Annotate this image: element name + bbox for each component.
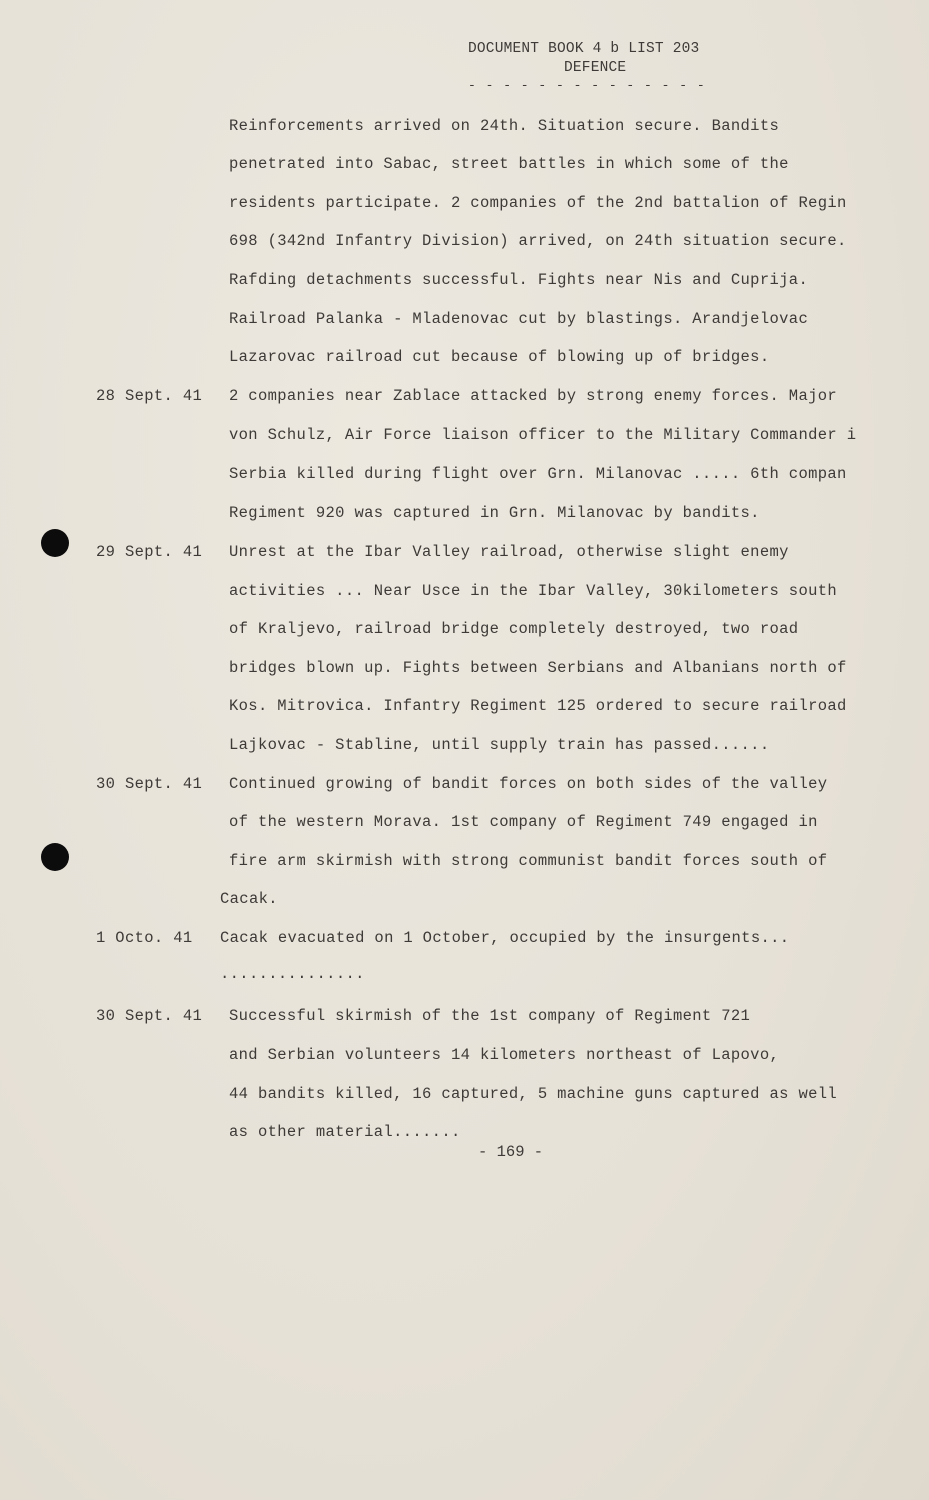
entry-3-line-3: Cacak. bbox=[220, 890, 278, 908]
punch-hole-bottom bbox=[41, 843, 69, 871]
entry-1-line-0: 2 companies near Zablace attacked by strong enemy forces. Major bbox=[229, 387, 838, 405]
entry-4-line-1: ............... bbox=[220, 965, 365, 983]
entry-4-line-0: Cacak evacuated on 1 October, occupied by the insurgents... bbox=[220, 929, 790, 947]
entry-0-line-1: penetrated into Sabac, street battles in which some of the bbox=[229, 155, 789, 173]
entry-0-line-5: Railroad Palanka - Mladenovac cut by blastings. Arandjelovac bbox=[229, 310, 809, 328]
entry-4-date: 1 Octo. 41 bbox=[96, 929, 193, 947]
entry-5-line-3: as other material....... bbox=[229, 1123, 461, 1141]
entry-3-line-1: of the western Morava. 1st company of Regiment 749 engaged in bbox=[229, 813, 818, 831]
entry-2-line-4: Kos. Mitrovica. Infantry Regiment 125 ordered to secure railroad bbox=[229, 697, 847, 715]
header-title: DOCUMENT BOOK 4 b LIST 203 bbox=[468, 41, 700, 57]
entry-2-line-1: activities ... Near Usce in the Ibar Valley, 30kilometers south bbox=[229, 582, 838, 600]
punch-hole-top bbox=[41, 529, 69, 557]
entry-2-line-2: of Kraljevo, railroad bridge completely destroyed, two road bbox=[229, 620, 799, 638]
entry-0-line-0: Reinforcements arrived on 24th. Situation secure. Bandits bbox=[229, 117, 780, 135]
entry-5-line-0: Successful skirmish of the 1st company of Regiment 721 bbox=[229, 1007, 751, 1025]
entry-0-line-4: Rafding detachments successful. Fights near Nis and Cuprija. bbox=[229, 271, 809, 289]
entry-3-line-0: Continued growing of bandit forces on both sides of the valley bbox=[229, 775, 828, 793]
entry-3-line-2: fire arm skirmish with strong communist bandit forces south of bbox=[229, 852, 828, 870]
entry-2-line-5: Lajkovac - Stabline, until supply train has passed...... bbox=[229, 736, 770, 754]
entry-1-line-3: Regiment 920 was captured in Grn. Milanovac by bandits. bbox=[229, 504, 760, 522]
entry-0-line-2: residents participate. 2 companies of the 2nd battalion of Regin bbox=[229, 194, 847, 212]
entry-3-date: 30 Sept. 41 bbox=[96, 775, 203, 793]
header-rule: - - - - - - - - - - - - - - bbox=[468, 78, 706, 93]
entry-2-line-3: bridges blown up. Fights between Serbians and Albanians north of bbox=[229, 659, 847, 677]
entry-5-date: 30 Sept. 41 bbox=[96, 1007, 203, 1025]
entry-2-line-0: Unrest at the Ibar Valley railroad, otherwise slight enemy bbox=[229, 543, 789, 561]
entry-1-line-2: Serbia killed during flight over Grn. Milanovac ..... 6th compan bbox=[229, 465, 847, 483]
entry-1-date: 28 Sept. 41 bbox=[96, 387, 203, 405]
document-header bbox=[468, 40, 728, 93]
entry-5-line-2: 44 bandits killed, 16 captured, 5 machine guns captured as well bbox=[229, 1085, 838, 1103]
entry-0-line-3: 698 (342nd Infantry Division) arrived, on 24th situation secure. bbox=[229, 232, 847, 250]
header-subtitle: DEFENCE bbox=[564, 60, 627, 76]
entry-1-line-1: von Schulz, Air Force liaison officer to the Military Commander i bbox=[229, 426, 857, 444]
entry-5-line-1: and Serbian volunteers 14 kilometers northeast of Lapovo, bbox=[229, 1046, 780, 1064]
entry-2-date: 29 Sept. 41 bbox=[96, 543, 203, 561]
page-number: - 169 - bbox=[478, 1143, 544, 1161]
entry-0-line-6: Lazarovac railroad cut because of blowing up of bridges. bbox=[229, 348, 770, 366]
